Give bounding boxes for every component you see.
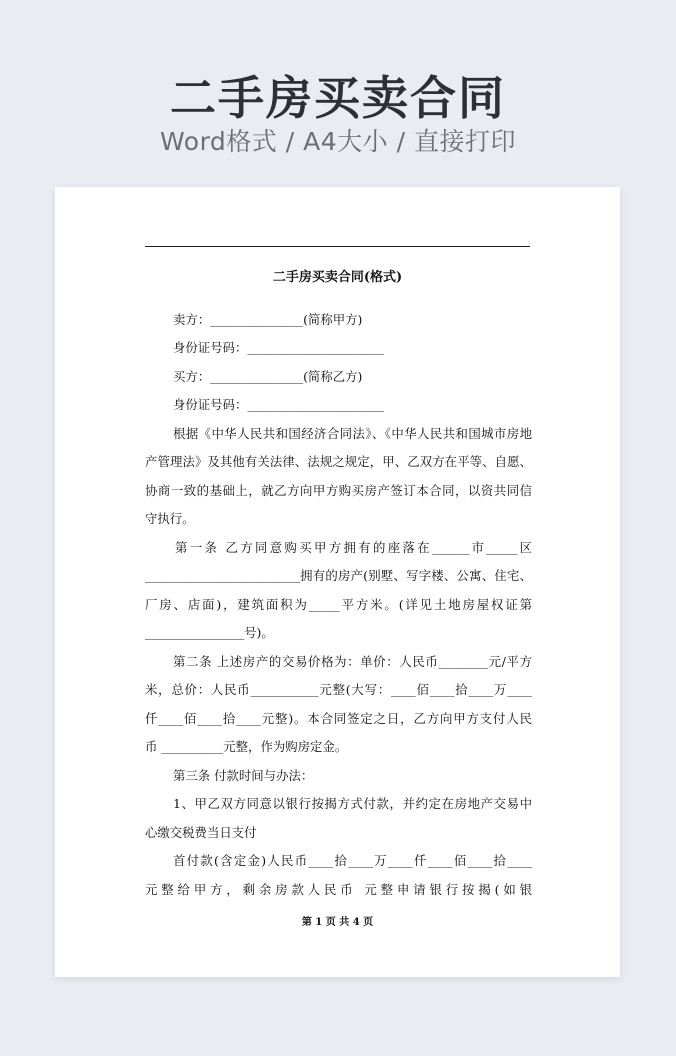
document-title: 二手房买卖合同(格式) [272, 270, 403, 285]
buyer-line: 买方：_______________(简称乙方) [173, 369, 363, 384]
article2-line-2: 米，总价：人民币___________元整(大写：____佰____拾____万____ [145, 682, 532, 697]
seller-id-line: 身份证号码：______________________ [173, 340, 384, 355]
article2-line-4: 币 __________元整，作为购房定金。 [145, 739, 348, 754]
article2-line-3: 仟____佰____拾____元整)。本合同签定之日，乙方向甲方支付人民 [145, 711, 532, 726]
article3-heading: 第三条 付款时间与办法： [173, 768, 314, 783]
banner-title: 二手房买卖合同 [170, 71, 506, 125]
article3-line-3: 首付款(含定金)人民币____拾____万____仟____佰____拾____ [173, 853, 532, 868]
article3-line-4: 元整给甲方，剩余房款人民币 元整申请银行按揭(如银 [145, 882, 532, 897]
preamble-line-4: 守执行。 [145, 511, 195, 526]
preamble-line-1: 根据《中华人民共和国经济合同法》、《中华人民共和国城市房地 [173, 426, 532, 441]
header-rule [145, 246, 530, 247]
seller-line: 卖方：_______________(简称甲方) [173, 312, 363, 327]
article3-line-2: 心缴交税费当日支付 [145, 825, 257, 840]
article2-line-1: 第二条 上述房产的交易价格为：单价：人民币________元/平方 [173, 654, 532, 669]
buyer-id-line: 身份证号码：______________________ [173, 397, 384, 412]
article3-line-1: 1、甲乙双方同意以银行按揭方式付款，并约定在房地产交易中 [173, 796, 532, 811]
banner-subtitle: Word格式 / A4大小 / 直接打印 [160, 127, 516, 156]
preamble-line-3: 协商一致的基础上，就乙方向甲方购买房产签订本合同，以资共同信 [145, 483, 532, 498]
article1-line-4: ________________号)。 [145, 625, 274, 640]
article1-line-3: 厂房、店面)，建筑面积为_____平方米。(详见土地房屋权证第 [145, 597, 532, 612]
preamble-line-2: 产管理法》及其他有关法律、法规之规定，甲、乙双方在平等、自愿、 [145, 454, 532, 469]
article1-line-2: _________________________拥有的房产(别墅、写字楼、公寓、住宅、 [145, 568, 532, 583]
article1-line-1: 第一条 乙方同意购买甲方拥有的座落在______市_____区 [175, 540, 532, 555]
document-page [55, 187, 620, 977]
page-number: 第 1 页 共 4 页 [301, 917, 374, 928]
